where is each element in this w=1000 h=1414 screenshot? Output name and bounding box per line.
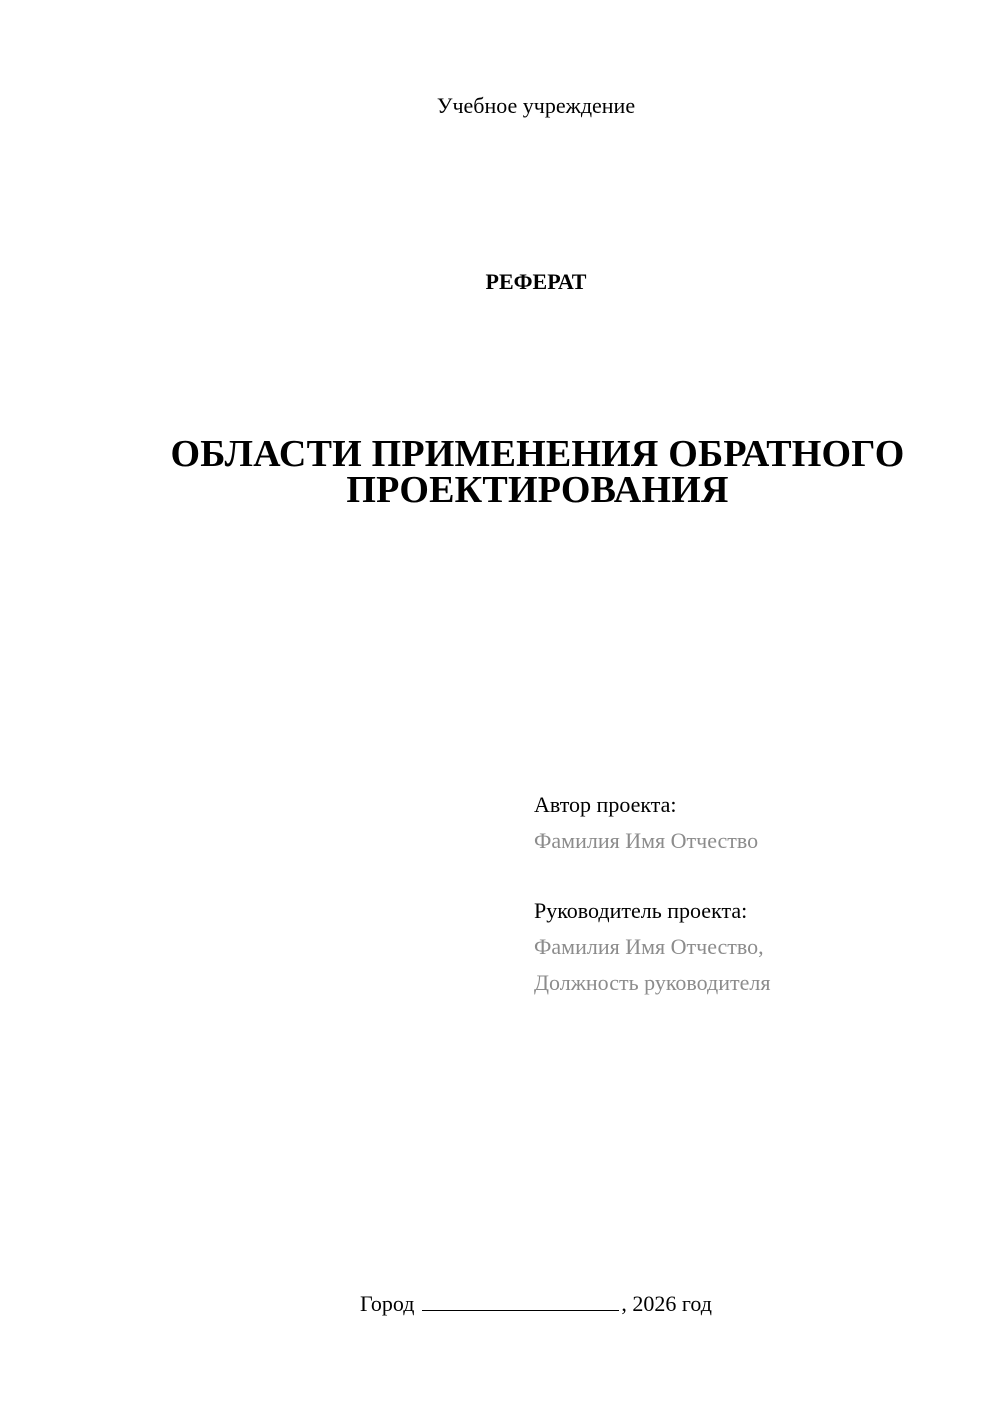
supervisor-position: Должность руководителя — [534, 970, 771, 995]
city-label: Город — [360, 1291, 415, 1316]
credits-block — [534, 787, 770, 1001]
author-label: Автор проекта: — [534, 792, 677, 817]
document-title — [120, 433, 955, 511]
document-type: РЕФЕРАТ — [485, 269, 587, 294]
city-blank-underline — [422, 1290, 619, 1311]
city-year-line — [0, 1290, 1000, 1318]
title-line-2: ПРОЕКТИРОВАНИЯ — [346, 469, 729, 511]
supervisor-name: Фамилия Имя Отчество, — [534, 934, 764, 959]
supervisor-label: Руководитель проекта: — [534, 898, 748, 923]
credits-spacer — [534, 859, 770, 893]
year-text: , 2026 год — [621, 1291, 712, 1316]
institution-name: Учебное учреждение — [436, 93, 636, 118]
author-name: Фамилия Имя Отчество — [534, 828, 759, 853]
title-line-1: ОБЛАСТИ ПРИМЕНЕНИЯ ОБРАТНОГО — [170, 433, 905, 475]
